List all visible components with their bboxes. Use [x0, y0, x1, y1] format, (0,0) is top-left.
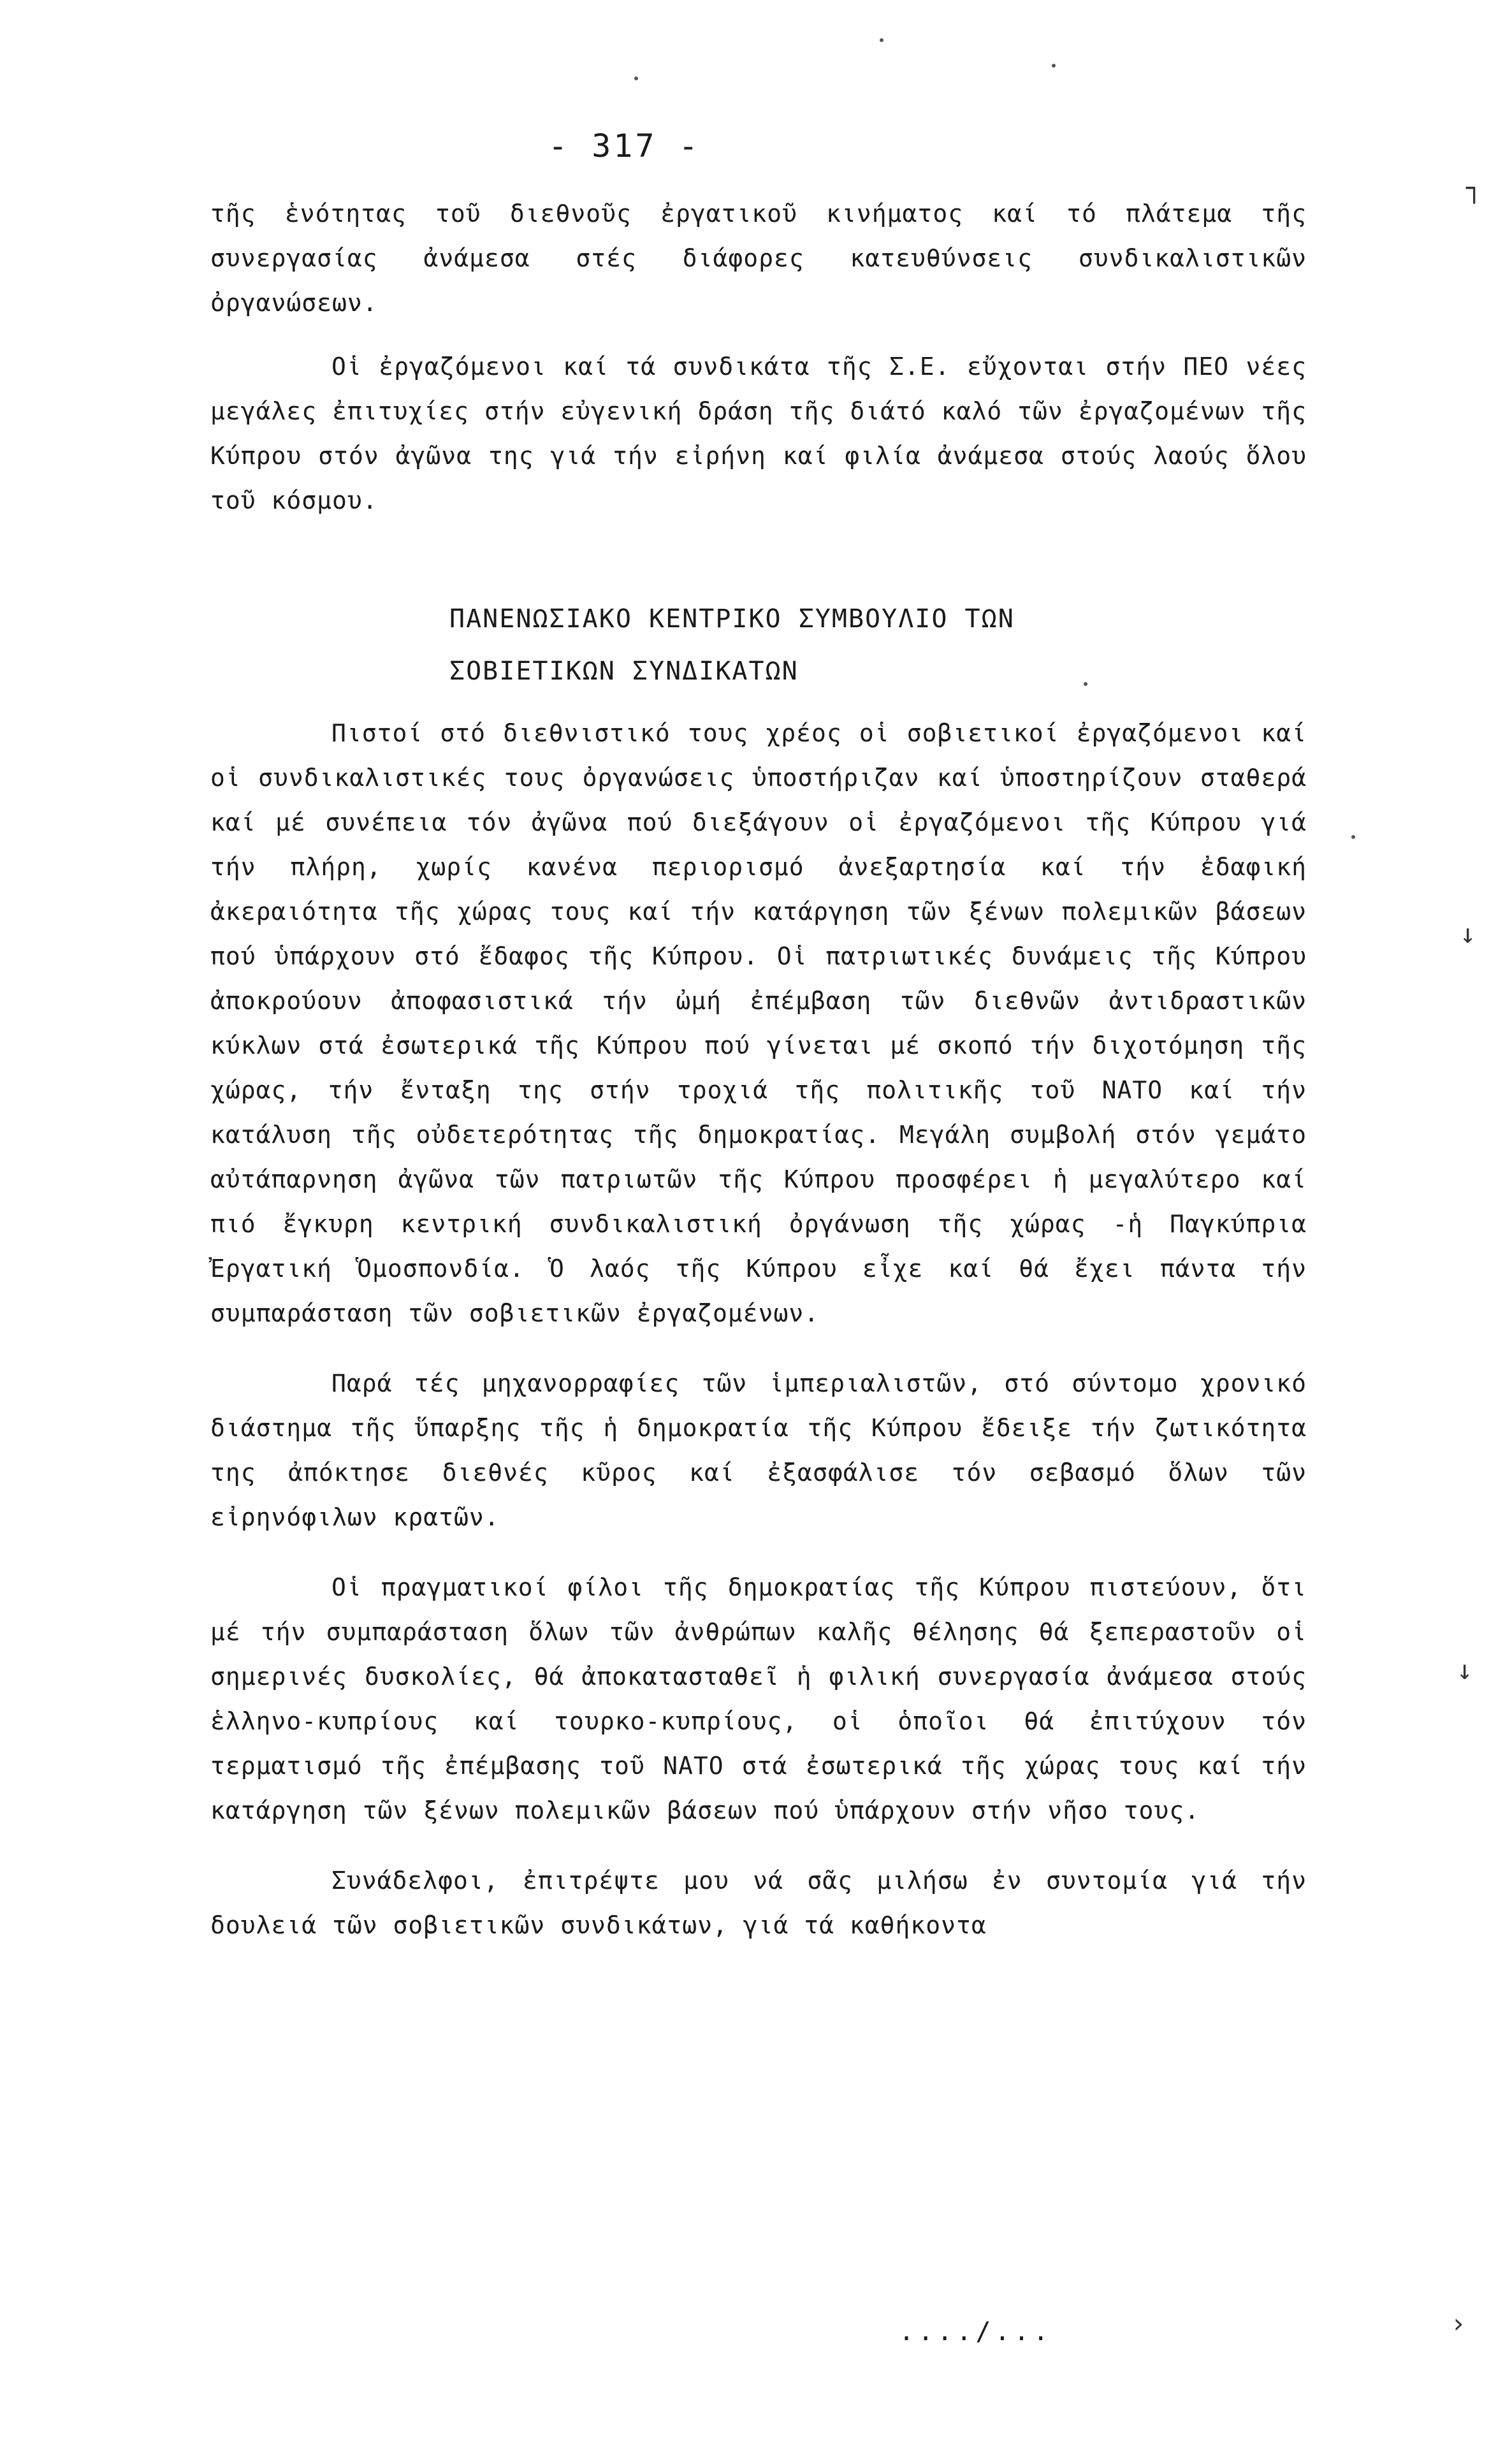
body-paragraph-1: Πιστοί στό διεθνιστικό τους χρέος οἱ σοβιετικοί ἐργαζόμενοι καί οἱ συνδικαλιστικές τους ὀργανώσεις ὑποστήριζαν καί ὑποστηρίζουν σταθερά καί μέ συνέπεια τόν ἀγῶνα πού διεξάγουν οἱ ἐργαζόμενοι τῆς Κύπρου γιά τήν πλήρη, χωρίς κανένα περιορισμό ἀνεξαρτησία καί τήν ἐδαφική ἀκεραιότητα τῆς χώρας τους καί τήν κατάργηση τῶν ξένων πολεμικῶν βάσεων πού ὑπάρχουν στό ἔδαφος τῆς Κύπρου. Οἱ πατριωτικές δυνάμεις τῆς Κύπρου ἀποκρούουν ἀποφασιστικά τήν ὠμή ἐπέμβαση τῶν διεθνῶν ἀντιδραστικῶν κύκλων στά ἐσωτερικά τῆς Κύπρου πού γίνεται μέ σκοπό τήν διχοτόμηση τῆς χώρας, τήν ἔνταξη της στήν τροχιά τῆς πολιτικῆς τοῦ ΝΑΤΟ καί τήν κατάλυση τῆς οὐδετερότητας τῆς δημοκρατίας. Μεγάλη συμβολή στόν γεμάτο αὐτάπαρνηση ἀγῶνα τῶν πατριωτῶν τῆς Κύπρου προσφέρει ἡ μεγαλύτερο καί πιό ἔγκυρη κεντρική συνδικαλιστική ὀργάνωση τῆς χώρας -ἡ Παγκύπρια Ἐργατική Ὁμοσπονδία. Ὁ λαός τῆς Κύπρου εἶχε καί θά ἔχει πάντα τήν συμπαράσταση τῶν σοβιετικῶν ἐργαζομένων.	[210, 719, 1307, 1327]
scan-speck	[1052, 64, 1056, 68]
intro-text-block	[210, 191, 1307, 523]
intro-paragraph-2: Οἱ ἐργαζόμενοι καί τά συνδικάτα τῆς Σ.Ε. εὔχονται στήν ΠΕΟ νέες μεγάλες ἐπιτυχίες στήν εὐγενική δράση τῆς διάτό καλό τῶν ἐργαζομένων τῆς Κύπρου στόν ἀγῶνα της γιά τήν εἰρήνη καί φιλία ἀνάμεσα στούς λαούς ὅλου τοῦ κόσμου.	[210, 353, 1307, 514]
body-text-block	[210, 711, 1307, 1947]
heading-line-2: ΣΟΒΙΕΤΙΚΩΝ ΣΥΝΔΙΚΑΤΩΝ	[449, 657, 799, 686]
scan-speck	[1084, 682, 1087, 686]
scan-mark-icon: ›	[1450, 2308, 1467, 2339]
scan-mark-icon: ↓	[1460, 918, 1476, 949]
scan-mark-icon: ┐	[1466, 172, 1483, 203]
section-heading	[449, 593, 1015, 697]
scan-speck	[634, 76, 638, 80]
scan-speck	[880, 38, 883, 42]
body-paragraph-2: Παρά τές μηχανορραφίες τῶν ἱμπεριαλιστῶν, στό σύντομο χρονικό διάστημα τῆς ὕπαρξης τῆς ἡ δημοκρατία τῆς Κύπρου ἔδειξε τήν ζωτικότητα της ἀπόκτησε διεθνές κῦρος καί ἐξασφάλισε τόν σεβασμό ὅλων τῶν εἰρηνόφιλων κρατῶν.	[210, 1369, 1307, 1531]
scan-speck	[1351, 835, 1355, 839]
heading-line-1: ΠΑΝΕΝΩΣΙΑΚΟ ΚΕΝΤΡΙΚΟ ΣΥΜΒΟΥΛΙΟ ΤΩΝ	[449, 604, 1015, 634]
intro-paragraph-1: τῆς ἑνότητας τοῦ διεθνοῦς ἐργατικοῦ κινήματος καί τό πλάτεμα τῆς συνεργασίας ἀνάμεσα στές διάφορες κατευθύνσεις συνδικαλιστικῶν ὀργανώσεων.	[210, 200, 1307, 317]
page-number: - 317 -	[548, 127, 701, 164]
body-paragraph-4: Συνάδελφοι, ἐπιτρέψτε μου νά σᾶς μιλήσω ἐν συντομία γιά τήν δουλειά τῶν σοβιετικῶν συνδικάτων, γιά τά καθήκοντα	[210, 1867, 1307, 1939]
scan-mark-icon: ↓	[1457, 1654, 1473, 1685]
continuation-mark: ..../...	[899, 2317, 1052, 2347]
body-paragraph-3: Οἱ πραγματικοί φίλοι τῆς δημοκρατίας τῆς Κύπρου πιστεύουν, ὅτι μέ τήν συμπαράσταση ὅλων τῶν ἀνθρώπων καλῆς θέλησης θά ξεπεραστοῦν οἱ σημερινές δυσκολίες, θά ἀποκατασταθεῖ ἡ φιλική συνεργασία ἀνάμεσα στούς ἑλληνο-κυπρίους καί τουρκο-κυπρίους, οἱ ὁποῖοι θά ἐπιτύχουν τόν τερματισμό τῆς ἐπέμβασης τοῦ ΝΑΤΟ στά ἐσωτερικά τῆς χώρας τους καί τήν κατάργηση τῶν ξένων πολεμικῶν βάσεων πού ὑπάρχουν στήν νῆσο τους.	[210, 1573, 1307, 1824]
